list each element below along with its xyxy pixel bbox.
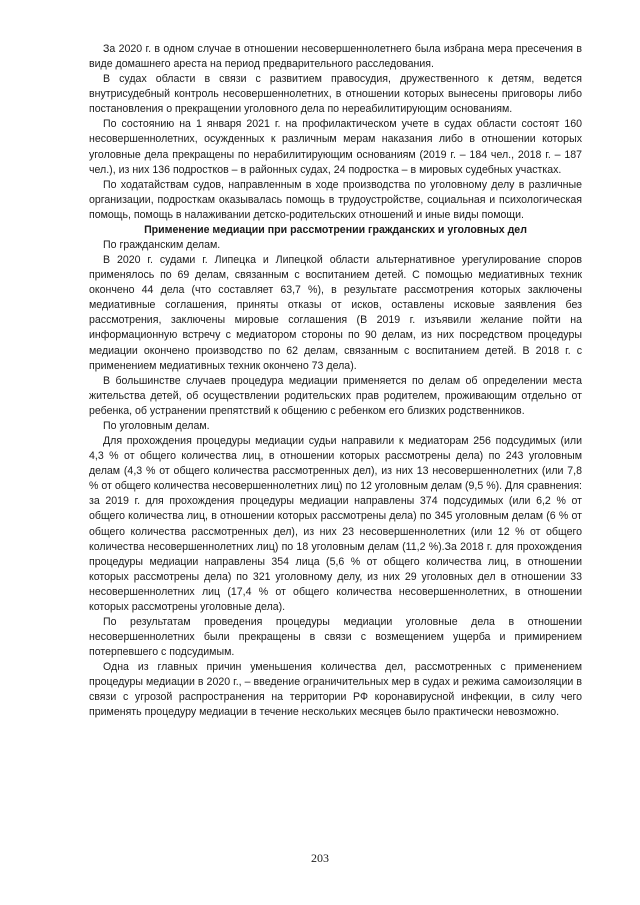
paragraph-civil-cases-label: По гражданским делам. xyxy=(103,239,221,252)
paragraph-house-arrest: За 2020 г. в одном случае в отношении несовершеннолетнего была избрана мера пресечения в виде домашнего ареста на период предварительного расследования. xyxy=(89,43,582,71)
document-page xyxy=(89,42,582,721)
paragraph-mediation-results: По результатам проведения процедуры медиации уголовные дела в отношении несовершеннолетних были прекращены в связи с возмещением ущерба и примирением потерпевшего с подсудимым. xyxy=(89,615,582,659)
paragraph-internal-control: В судах области в связи с развитием правосудия, дружественного к детям, ведется внутрисудебный контроль несовершеннолетних, в отношении которых вынесены приговоры либо постановления о прекращении уголовного дела по нереабилитирующим основаниям. xyxy=(89,73,582,116)
paragraph-criminal-cases-label: По уголовным делам. xyxy=(103,419,210,432)
paragraph-decrease-reason: Одна из главных причин уменьшения количества дел, рассмотренных с применением процедуры медиации в 2020 г., – введение ограничительных мер в судах и режима самоизоляции в связи с угрозой распространения на территории РФ коронавирусной инфекции, в силу чего применять процедуру медиации в течение нескольких месяцев было практически невозможно. xyxy=(89,661,582,719)
paragraph-civil-mediation: В 2020 г. судами г. Липецка и Липецкой области альтернативное урегулирование споров применялось по 69 делам, связанным с воспитанием детей. С помощью медиативных техник окончено 44 дела (что составляет 63,7 %), в результате рассмотрения которых заключены медиативные соглашения, приняты отказы от исков, оставлены исковые заявления без рассмотрения, заключены мировые соглашения (В 2019 г. изъявили желание пойти на информационную встречу с медиатором стороны по 90 делам, из них посредством процедуры медиации окончено производство по 62 делам, связанным с воспитанием детей. В 2018 г. с применением медиативных техник окончено 73 дела). xyxy=(89,254,582,372)
paragraph-assistance: По ходатайствам судов, направленным в ходе производства по уголовному делу в различные организации, подросткам оказывалась помощь в трудоустройстве, социальная и психологическая помощь, помощь в налаживании детско-родительских отношений и иные виды помощи. xyxy=(89,178,582,221)
section-heading: Применение медиации при рассмотрении гражданских и уголовных дел xyxy=(144,223,527,236)
paragraph-preventive-register: По состоянию на 1 января 2021 г. на профилактическом учете в судах области состоят 160 несовершеннолетних, осужденных к различным мерам наказания либо в отношении которых уголовные дела прекращены по нерабилитирующим основаниям (2019 г. – 184 чел., 2018 г. – 187 чел.), из них 136 подростков – в районных судах, 24 подростка – в мировых судебных участках. xyxy=(89,118,582,176)
paragraph-criminal-mediation: Для прохождения процедуры медиации судьи направили к медиаторам 256 подсудимых (или 4,3 % от общего количества лиц, в отношении которых рассмотрены дела) по 243 уголовным делам (4,3 % от общего количества рассмотренных дел), из них 13 несовершеннолетних (или 7,8 % от общего количества несовершеннолетних лиц) по 12 уголовным делам (9,5 %). Для сравнения: за 2019 г. для прохождения процедуры медиации направлены 374 подсудимых (или 6,2 % от общего количества лиц, в отношении которых рассмотрены дела) по 345 уголовным делам (6 % от общего количества рассмотренных дел), из них 23 несовершеннолетних (или 12 % от общего количества несовершеннолетних лиц) по 18 уголовным делам (11,2 %).За 2018 г. для прохождения процедуры медиации направлены 354 лица (5,6 % от общего количества лиц, в отношении которых рассмотрены дела) по 321 уголовному делу, из них 29 уголовных дел в отношении 33 несовершеннолетних лиц (17,4 % от общего количества несовершеннолетних, в отношении которых рассмотрены уголовные дела). xyxy=(89,435,582,613)
page-number: 203 xyxy=(311,851,329,865)
paragraph-mediation-categories: В большинстве случаев процедура медиации применяется по делам об определении места жительства детей, об осуществлении родительских прав родителем, проживающим отдельно от ребенка, об устранении препятствий к общению с ребенком его близких родственников. xyxy=(89,374,582,417)
